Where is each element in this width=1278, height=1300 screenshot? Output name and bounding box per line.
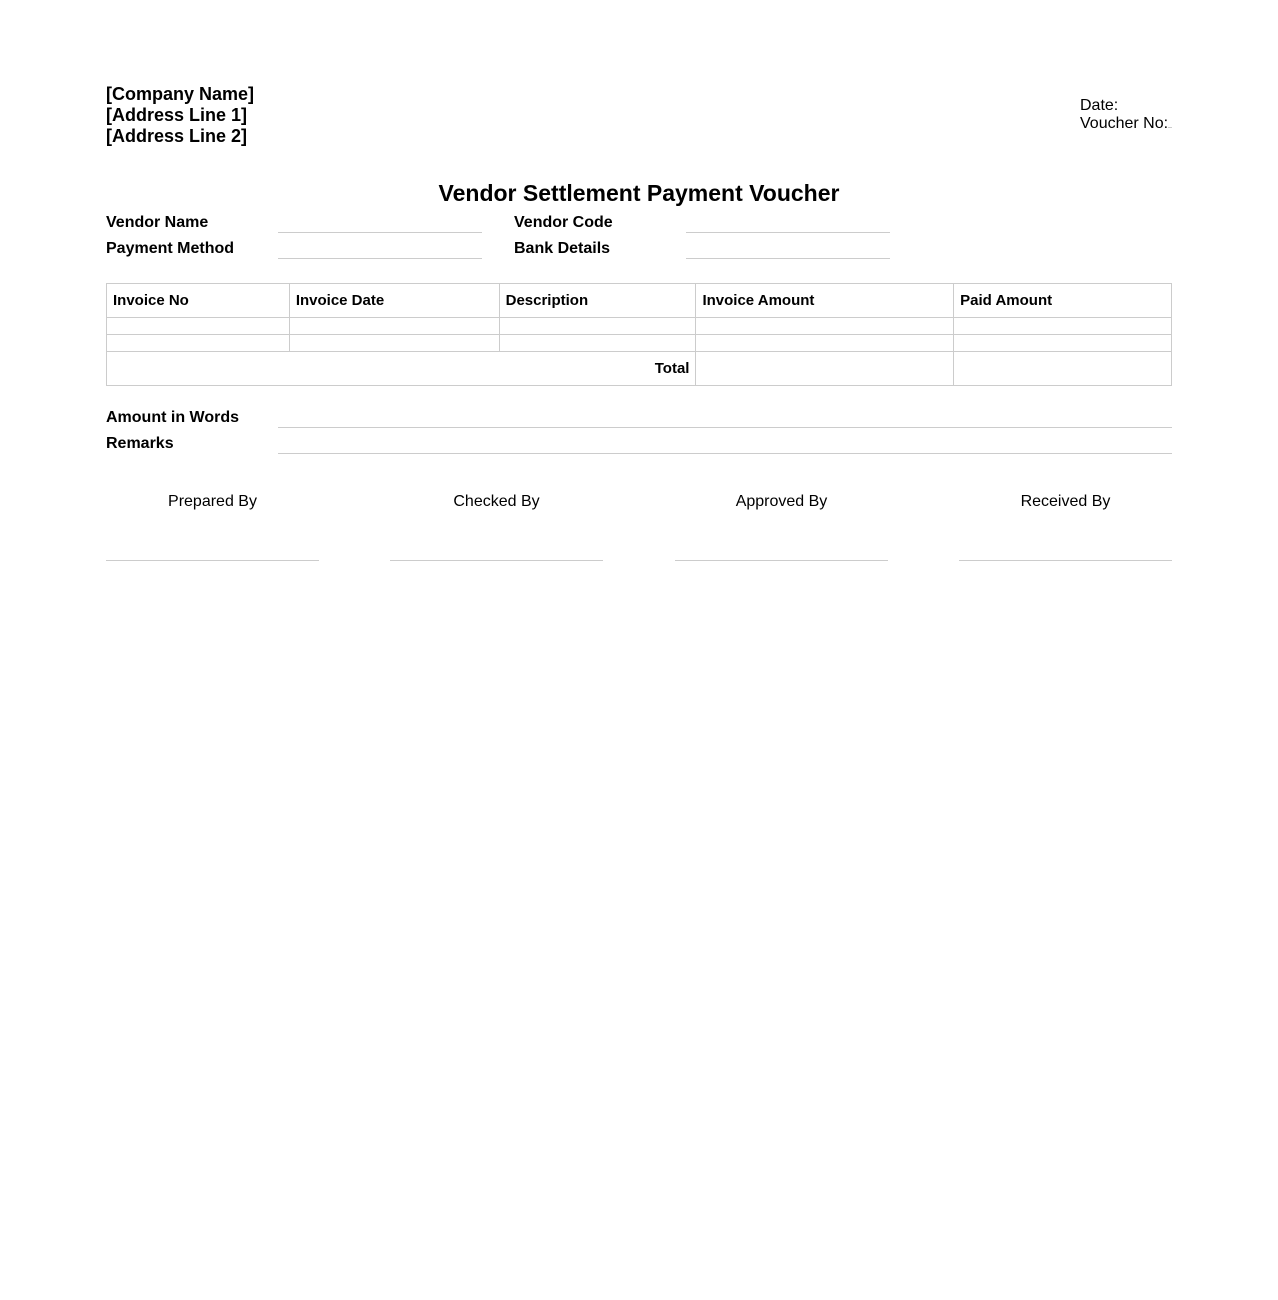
table-row [107,318,1172,335]
vendor-code-field[interactable] [686,232,890,233]
address-line-2: [Address Line 2] [106,126,248,146]
paid-amount-cell[interactable] [954,335,1172,352]
date-label: Date: [1080,97,1119,114]
address-line-1: [Address Line 1] [106,105,248,125]
voucher-meta [1080,97,1172,133]
vendor-name-field[interactable] [278,232,482,233]
company-name: [Company Name] [106,84,255,104]
prepared-by-label: Prepared By [168,493,257,510]
prepared-by-signature-line[interactable] [106,560,319,561]
table-header-row [107,284,1172,318]
date-row [1080,97,1172,115]
approved-by-label: Approved By [735,493,828,510]
total-label: Total [107,352,696,386]
column-header-paid-amount: Paid Amount [954,284,1172,318]
column-header-invoice-no: Invoice No [107,284,290,318]
total-invoice-amount-cell[interactable] [696,352,954,386]
voucher-no-field[interactable] [1168,126,1172,128]
amount-in-words-label: Amount in Words [106,409,240,426]
remarks-label: Remarks [106,435,174,452]
page-title: Vendor Settlement Payment Voucher [438,180,840,206]
description-cell[interactable] [499,335,696,352]
amount-in-words-field[interactable] [278,427,1172,428]
received-by-signature-line[interactable] [959,560,1172,561]
payment-method-label: Payment Method [106,240,235,257]
table-row [107,335,1172,352]
invoice-no-cell[interactable] [107,335,290,352]
invoice-table [106,283,1172,386]
payment-method-field[interactable] [278,258,482,259]
approved-by-signature-line[interactable] [675,560,888,561]
voucher-no-label: Voucher No: [1080,115,1169,132]
invoice-amount-cell[interactable] [696,318,954,335]
paid-amount-cell[interactable] [954,318,1172,335]
invoice-amount-cell[interactable] [696,335,954,352]
column-header-description: Description [499,284,696,318]
vendor-name-label: Vendor Name [106,214,209,231]
column-header-invoice-amount: Invoice Amount [696,284,954,318]
checked-by-signature-line[interactable] [390,560,603,561]
bank-details-label: Bank Details [514,240,611,257]
checked-by-label: Checked By [453,493,540,510]
vendor-code-label: Vendor Code [514,214,613,231]
invoice-date-cell[interactable] [289,318,499,335]
voucher-no-row [1080,115,1172,133]
remarks-field[interactable] [278,453,1172,454]
bank-details-field[interactable] [686,258,890,259]
invoice-date-cell[interactable] [289,335,499,352]
total-paid-amount-cell[interactable] [954,352,1172,386]
description-cell[interactable] [499,318,696,335]
company-block [106,84,254,147]
total-row [107,352,1172,386]
column-header-invoice-date: Invoice Date [289,284,499,318]
received-by-label: Received By [1020,493,1111,510]
invoice-no-cell[interactable] [107,318,290,335]
